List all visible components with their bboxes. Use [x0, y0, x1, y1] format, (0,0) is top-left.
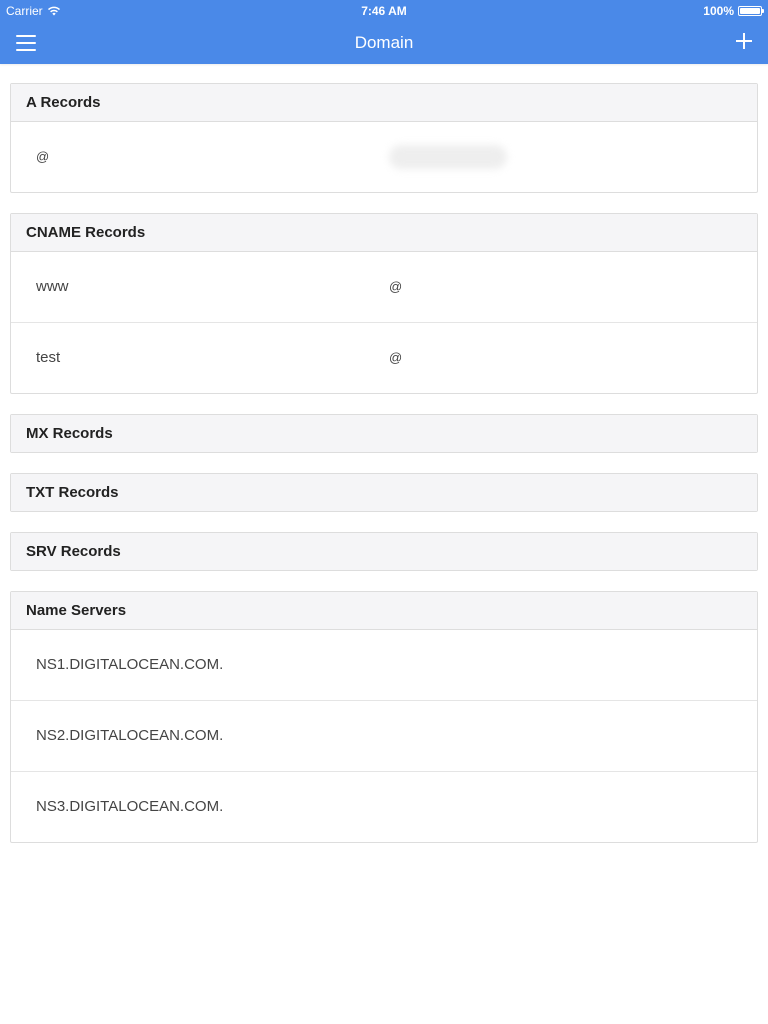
cname-record-value: @ [389, 279, 403, 294]
cname-record-name: test [36, 349, 61, 366]
battery-icon [738, 6, 762, 16]
cname-record-row[interactable] [11, 252, 757, 323]
srv-records-header: SRV Records [11, 533, 757, 570]
a-records-header: A Records [11, 84, 757, 122]
status-bar [0, 0, 768, 22]
a-records-panel [10, 83, 758, 193]
txt-records-panel[interactable] [10, 473, 758, 512]
name-servers-header: Name Servers [11, 592, 757, 630]
txt-records-header: TXT Records [11, 474, 757, 511]
cname-record-name: www [36, 278, 69, 295]
name-server-value: NS1.DIGITALOCEAN.COM. [36, 656, 224, 673]
battery-percent: 100% [703, 4, 734, 18]
cname-record-row[interactable] [11, 323, 757, 393]
blurred-ip-value [389, 145, 507, 169]
name-server-row[interactable] [11, 630, 757, 701]
a-record-name: @ [36, 149, 50, 164]
status-time: 7:46 AM [361, 4, 407, 18]
page-title: Domain [354, 33, 414, 52]
cname-records-panel [10, 213, 758, 394]
carrier-label: Carrier [6, 4, 43, 18]
name-servers-panel [10, 591, 758, 843]
mx-records-header: MX Records [11, 415, 757, 452]
navigation-bar [0, 22, 768, 64]
name-server-value: NS2.DIGITALOCEAN.COM. [36, 727, 224, 744]
name-server-row[interactable] [11, 701, 757, 772]
domain-records-list [10, 83, 758, 863]
top-bar [0, 0, 768, 64]
status-right [703, 0, 762, 22]
plus-icon[interactable] [736, 33, 752, 49]
name-server-row[interactable] [11, 772, 757, 842]
cname-record-value: @ [389, 350, 403, 365]
mx-records-panel[interactable] [10, 414, 758, 453]
cname-records-header: CNAME Records [11, 214, 757, 252]
name-server-value: NS3.DIGITALOCEAN.COM. [36, 798, 224, 815]
a-record-row[interactable] [11, 122, 757, 192]
srv-records-panel[interactable] [10, 532, 758, 571]
